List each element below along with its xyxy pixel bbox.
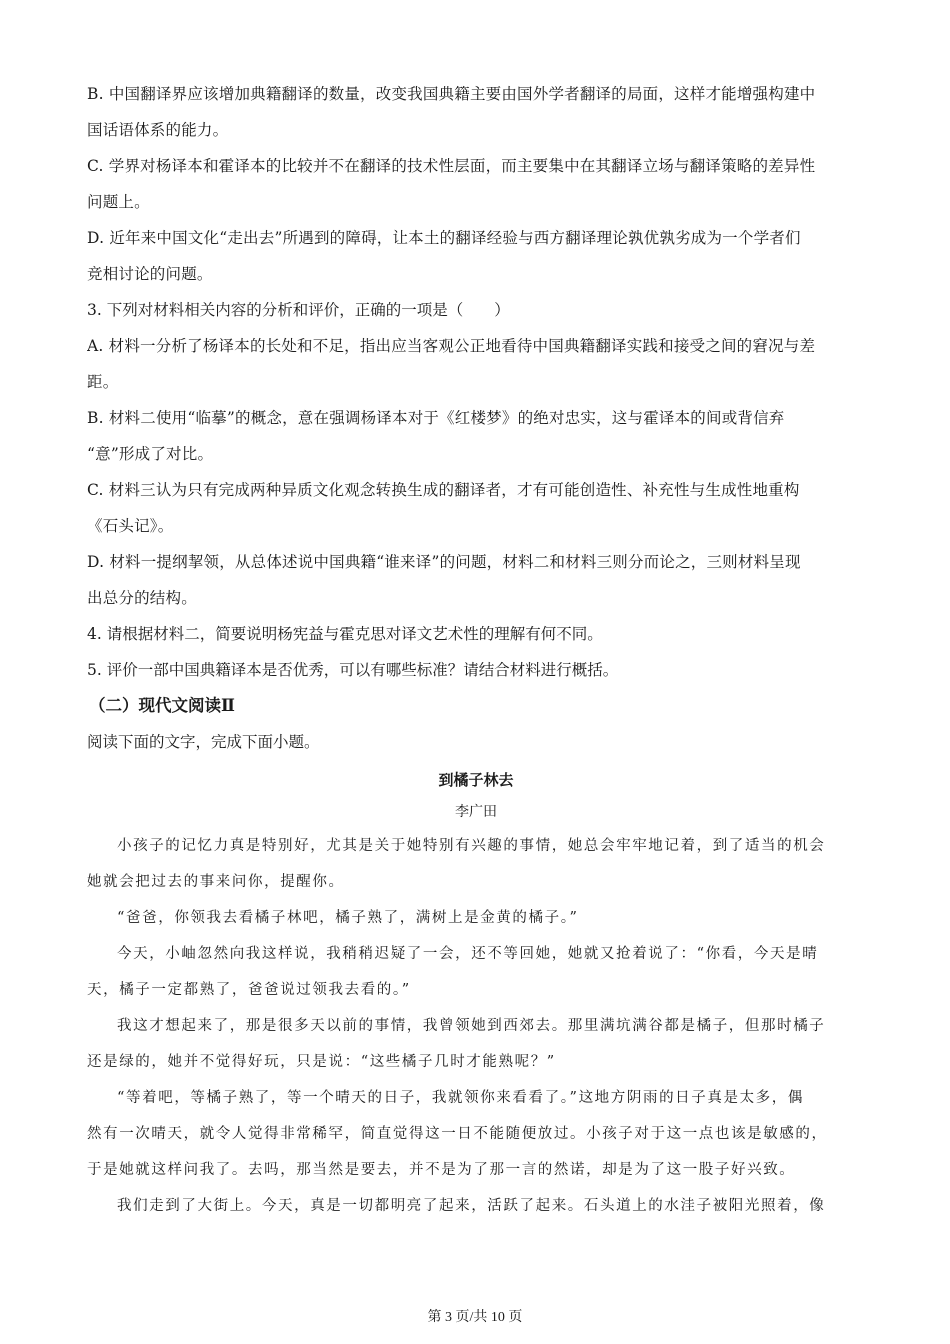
article-author: 李广田 [455, 804, 497, 820]
article-title: 到橘子林去 [438, 771, 514, 789]
article-line: 我们走到了大街上。今天，真是一切都明亮了起来，活跃了起来。石头道上的水洼子被阳光照着，像 [117, 1198, 826, 1214]
article-line: 今天，小岫忽然向我这样说，我稍稍迟疑了一会，还不等回她，她就又抢着说了：“你看，今天是晴 [117, 946, 819, 962]
article-line: 天，橘子一定都熟了，爸爸说过领我去看的。” [87, 982, 411, 998]
section-title: （二）现代文阅读Ⅱ [89, 696, 235, 715]
q3-option-b-line2: “意”形成了对比。 [87, 445, 214, 463]
q2-option-d-line2: 竞相讨论的问题。 [87, 265, 213, 283]
article-line: 她就会把过去的事来问你，提醒你。 [87, 874, 345, 890]
q3-option-b-line1: B. 材料二使用“临摹”的概念，意在强调杨译本对于《红楼梦》的绝对忠实，这与霍译本的间或背信弃 [87, 409, 785, 427]
article-paragraph-5 [87, 1080, 865, 1188]
q3-option-c-line1: C. 材料三认为只有完成两种异质文化观念转换生成的翻译者，才有可能创造性、补充性与生成性地重构 [87, 481, 800, 499]
article-paragraph-4 [87, 1008, 865, 1080]
article-line: 小孩子的记忆力真是特别好，尤其是关于她特别有兴趣的事情，她总会牢牢地记着，到了适当的机会 [117, 838, 826, 854]
article-line: 还是绿的，她并不觉得好玩，只是说：“这些橘子几时才能熟呢？” [87, 1054, 556, 1070]
article-line: “爸爸，你领我去看橘子林吧，橘子熟了，满树上是金黄的橘子。” [117, 910, 579, 926]
article-paragraph-2 [87, 900, 865, 936]
q2-option-d-line1: D. 近年来中国文化“走出去”所遇到的障碍，让本土的翻译经验与西方翻译理论孰优孰劣成为一个学者们 [87, 229, 801, 247]
q3-option-b [87, 400, 865, 472]
article-paragraph-3 [87, 936, 865, 1008]
question-3-stem: 3. 下列对材料相关内容的分析和评价，正确的一项是（ ） [87, 301, 510, 319]
q2-option-b [87, 76, 865, 148]
q3-option-d [87, 544, 865, 616]
q2-option-b-line2: 国话语体系的能力。 [87, 121, 229, 139]
article-line: “等着吧，等橘子熟了，等一个晴天的日子，我就领你来看看了。”这地方阴雨的日子真是太多，偶 [117, 1090, 804, 1106]
q2-option-d [87, 220, 865, 292]
q3-option-c-line2: 《石头记》。 [87, 517, 174, 535]
question-4: 4. 请根据材料二，简要说明杨宪益与霍克思对译文艺术性的理解有何不同。 [87, 625, 603, 643]
q2-option-b-line1: B. 中国翻译界应该增加典籍翻译的数量，改变我国典籍主要由国外学者翻译的局面，这样才能增强构建中 [87, 85, 816, 103]
q3-option-c [87, 472, 865, 544]
article-line: 然有一次晴天，就令人觉得非常稀罕，简直觉得这一日不能随便放过。小孩子对于这一点也该是敏感的， [87, 1126, 828, 1142]
article-paragraph-1 [87, 828, 865, 900]
q3-option-a-line2: 距。 [87, 373, 119, 391]
q2-option-c-line2: 问题上。 [87, 193, 150, 211]
q3-option-a [87, 328, 865, 400]
q3-option-a-line1: A. 材料一分析了杨译本的长处和不足，指出应当客观公正地看待中国典籍翻译实践和接受之间的窘况与差 [87, 337, 816, 355]
page-content [87, 76, 865, 1224]
q3-option-d-line2: 出总分的结构。 [87, 589, 197, 607]
section-instruction: 阅读下面的文字，完成下面小题。 [87, 733, 320, 751]
q3-option-d-line1: D. 材料一提纲挈领，从总体述说中国典籍“谁来译”的问题，材料二和材料三则分而论之，三则材料呈现 [87, 553, 801, 571]
q2-option-c [87, 148, 865, 220]
q2-option-c-line1: C. 学界对杨译本和霍译本的比较并不在翻译的技术性层面，而主要集中在其翻译立场与翻译策略的差异性 [87, 157, 816, 175]
article-line: 于是她就这样问我了。去吗，那当然是要去，并不是为了那一言的然诺，却是为了这一股子好兴致。 [87, 1162, 796, 1178]
article-line: 我这才想起来了，那是很多天以前的事情，我曾领她到西郊去。那里满坑满谷都是橘子，但那时橘子 [117, 1018, 826, 1034]
question-5: 5. 评价一部中国典籍译本是否优秀，可以有哪些标准？请结合材料进行概括。 [87, 661, 619, 679]
article-paragraph-6 [87, 1188, 865, 1224]
page-footer: 第 3 页/共 10 页 [427, 1310, 523, 1325]
